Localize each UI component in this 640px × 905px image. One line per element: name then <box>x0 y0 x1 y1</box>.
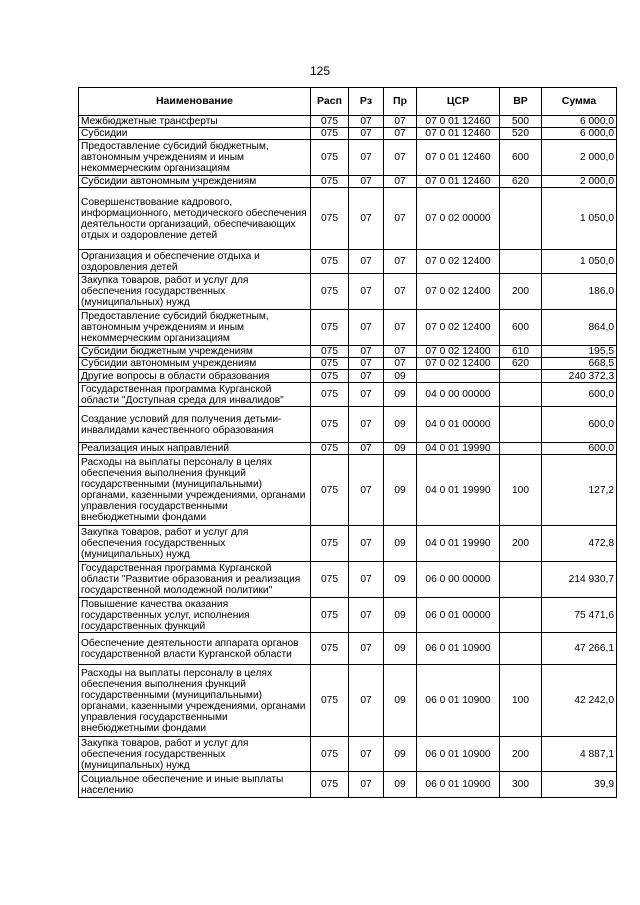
cell-rasp: 075 <box>311 274 349 310</box>
cell-name: Государственная программа Курганской области "Развитие образования и реализация государственной молодежной политики" <box>79 562 311 598</box>
cell-vr: 100 <box>500 665 542 737</box>
cell-csr: 06 0 01 00000 <box>417 598 500 633</box>
cell-csr: 07 0 01 12460 <box>417 128 500 140</box>
cell-rasp: 075 <box>311 128 349 140</box>
cell-name: Предоставление субсидий бюджетным, автономным учреждениям и иным некоммерческим организациям <box>79 310 311 346</box>
cell-pr: 09 <box>384 407 417 443</box>
cell-vr <box>500 443 542 455</box>
cell-rz: 07 <box>349 188 384 250</box>
cell-rasp: 075 <box>311 140 349 176</box>
cell-vr <box>500 562 542 598</box>
cell-rz: 07 <box>349 274 384 310</box>
cell-name: Создание условий для получения детьми-инвалидами качественного образования <box>79 407 311 443</box>
cell-rasp: 075 <box>311 772 349 798</box>
cell-sum: 6 000,0 <box>542 116 617 128</box>
cell-rasp: 075 <box>311 598 349 633</box>
cell-name: Закупка товаров, работ и услуг для обеспечения государственных (муниципальных) нужд <box>79 274 311 310</box>
cell-rz: 07 <box>349 358 384 370</box>
cell-name: Межбюджетные трансферты <box>79 116 311 128</box>
cell-name: Предоставление субсидий бюджетным, автономным учреждениям и иным некоммерческим организациям <box>79 140 311 176</box>
table-row <box>79 188 617 250</box>
cell-name: Закупка товаров, работ и услуг для обеспечения государственных (муниципальных) нужд <box>79 526 311 562</box>
cell-rasp: 075 <box>311 443 349 455</box>
table-row <box>79 176 617 188</box>
cell-sum: 4 887,1 <box>542 737 617 772</box>
cell-rasp: 075 <box>311 358 349 370</box>
cell-name: Расходы на выплаты персоналу в целях обеспечения выполнения функций государственными (муниципальными) органами, казенными учреждениями, органами управления государственными внебюджетными фондами <box>79 665 311 737</box>
cell-rz: 07 <box>349 665 384 737</box>
cell-csr: 07 0 02 12400 <box>417 358 500 370</box>
cell-csr: 04 0 01 19990 <box>417 455 500 526</box>
table-row <box>79 737 617 772</box>
table-header-row <box>79 88 617 116</box>
cell-csr: 04 0 01 00000 <box>417 407 500 443</box>
table-row <box>79 407 617 443</box>
cell-pr: 09 <box>384 443 417 455</box>
cell-pr: 07 <box>384 188 417 250</box>
table-row <box>79 598 617 633</box>
cell-name: Расходы на выплаты персоналу в целях обеспечения выполнения функций государственными (муниципальными) органами, казенными учреждениями, органами управления государственными внебюджетными фондами <box>79 455 311 526</box>
cell-pr: 09 <box>384 665 417 737</box>
cell-rz: 07 <box>349 407 384 443</box>
cell-pr: 09 <box>384 383 417 407</box>
cell-sum: 186,0 <box>542 274 617 310</box>
cell-name: Обеспечение деятельности аппарата органов государственной власти Курганской области <box>79 633 311 665</box>
cell-vr: 620 <box>500 176 542 188</box>
table-row <box>79 310 617 346</box>
cell-sum: 600,0 <box>542 407 617 443</box>
cell-sum: 2 000,0 <box>542 140 617 176</box>
cell-rz: 07 <box>349 633 384 665</box>
cell-rasp: 075 <box>311 633 349 665</box>
cell-csr: 06 0 01 10900 <box>417 633 500 665</box>
cell-sum: 240 372,3 <box>542 370 617 383</box>
cell-sum: 214 930,7 <box>542 562 617 598</box>
cell-vr: 600 <box>500 140 542 176</box>
cell-pr: 07 <box>384 116 417 128</box>
table-row <box>79 250 617 274</box>
cell-vr: 620 <box>500 358 542 370</box>
table-row <box>79 116 617 128</box>
cell-sum: 864,0 <box>542 310 617 346</box>
cell-csr: 06 0 01 10900 <box>417 665 500 737</box>
cell-csr: 07 0 02 00000 <box>417 188 500 250</box>
cell-sum: 472,8 <box>542 526 617 562</box>
cell-sum: 47 266,1 <box>542 633 617 665</box>
cell-csr: 07 0 01 12460 <box>417 176 500 188</box>
cell-name: Совершенствование кадрового, информационного, методического обеспечения деятельности организаций, обеспечивающих отдых и оздоровление детей <box>79 188 311 250</box>
cell-name: Субсидии <box>79 128 311 140</box>
cell-vr <box>500 250 542 274</box>
cell-name: Субсидии автономным учреждениям <box>79 358 311 370</box>
cell-vr <box>500 633 542 665</box>
cell-pr: 09 <box>384 737 417 772</box>
cell-rasp: 075 <box>311 665 349 737</box>
cell-rasp: 075 <box>311 737 349 772</box>
cell-pr: 09 <box>384 526 417 562</box>
cell-pr: 09 <box>384 598 417 633</box>
cell-vr: 100 <box>500 455 542 526</box>
cell-name: Субсидии бюджетным учреждениям <box>79 346 311 358</box>
cell-vr <box>500 407 542 443</box>
cell-rz: 07 <box>349 370 384 383</box>
cell-rz: 07 <box>349 772 384 798</box>
header-vr: ВР <box>500 88 542 116</box>
cell-pr: 07 <box>384 250 417 274</box>
cell-vr: 500 <box>500 116 542 128</box>
cell-vr <box>500 370 542 383</box>
table-row <box>79 665 617 737</box>
cell-name: Государственная программа Курганской области "Доступная среда для инвалидов" <box>79 383 311 407</box>
cell-csr: 04 0 00 00000 <box>417 383 500 407</box>
table-row <box>79 274 617 310</box>
cell-sum: 39,9 <box>542 772 617 798</box>
cell-rasp: 075 <box>311 116 349 128</box>
header-pr: Пр <box>384 88 417 116</box>
cell-csr: 06 0 01 10900 <box>417 772 500 798</box>
cell-csr: 07 0 02 12400 <box>417 310 500 346</box>
cell-sum: 668,5 <box>542 358 617 370</box>
header-name: Наименование <box>79 88 311 116</box>
cell-name: Закупка товаров, работ и услуг для обеспечения государственных (муниципальных) нужд <box>79 737 311 772</box>
header-rasp: Расп <box>311 88 349 116</box>
cell-rz: 07 <box>349 128 384 140</box>
cell-sum: 1 050,0 <box>542 188 617 250</box>
budget-table <box>78 87 617 798</box>
table-body <box>79 116 617 798</box>
cell-vr <box>500 383 542 407</box>
cell-rasp: 075 <box>311 526 349 562</box>
cell-rz: 07 <box>349 176 384 188</box>
cell-pr: 07 <box>384 310 417 346</box>
cell-sum: 600,0 <box>542 443 617 455</box>
table-row <box>79 455 617 526</box>
table-row <box>79 358 617 370</box>
cell-pr: 07 <box>384 128 417 140</box>
cell-pr: 07 <box>384 358 417 370</box>
cell-rz: 07 <box>349 455 384 526</box>
cell-vr: 300 <box>500 772 542 798</box>
table-row <box>79 383 617 407</box>
cell-rasp: 075 <box>311 455 349 526</box>
cell-csr: 07 0 01 12460 <box>417 140 500 176</box>
cell-rz: 07 <box>349 443 384 455</box>
table-row <box>79 140 617 176</box>
cell-csr: 04 0 01 19990 <box>417 443 500 455</box>
cell-rz: 07 <box>349 737 384 772</box>
cell-csr: 07 0 02 12400 <box>417 274 500 310</box>
cell-pr: 09 <box>384 772 417 798</box>
table-row <box>79 633 617 665</box>
cell-rasp: 075 <box>311 562 349 598</box>
page-number: 125 <box>309 64 331 78</box>
cell-csr: 04 0 01 19990 <box>417 526 500 562</box>
cell-rz: 07 <box>349 310 384 346</box>
cell-rasp: 075 <box>311 188 349 250</box>
cell-sum: 75 471,6 <box>542 598 617 633</box>
table-row <box>79 526 617 562</box>
cell-vr: 200 <box>500 274 542 310</box>
cell-pr: 07 <box>384 176 417 188</box>
cell-rz: 07 <box>349 562 384 598</box>
cell-rasp: 075 <box>311 250 349 274</box>
cell-name: Повышение качества оказания государственных услуг, исполнения государственных функций <box>79 598 311 633</box>
cell-name: Субсидии автономным учреждениям <box>79 176 311 188</box>
cell-vr: 520 <box>500 128 542 140</box>
cell-sum: 600,0 <box>542 383 617 407</box>
cell-pr: 07 <box>384 140 417 176</box>
cell-vr: 610 <box>500 346 542 358</box>
cell-name: Социальное обеспечение и иные выплаты населению <box>79 772 311 798</box>
table-row <box>79 346 617 358</box>
cell-vr <box>500 598 542 633</box>
cell-vr <box>500 188 542 250</box>
table-row <box>79 128 617 140</box>
cell-sum: 127,2 <box>542 455 617 526</box>
cell-csr: 07 0 02 12400 <box>417 250 500 274</box>
cell-rz: 07 <box>349 250 384 274</box>
header-csr: ЦСР <box>417 88 500 116</box>
cell-name: Другие вопросы в области образования <box>79 370 311 383</box>
cell-csr: 06 0 01 10900 <box>417 737 500 772</box>
cell-csr <box>417 370 500 383</box>
cell-vr: 200 <box>500 737 542 772</box>
cell-sum: 2 000,0 <box>542 176 617 188</box>
cell-pr: 09 <box>384 370 417 383</box>
header-rz: Рз <box>349 88 384 116</box>
cell-rz: 07 <box>349 346 384 358</box>
cell-rz: 07 <box>349 526 384 562</box>
cell-rasp: 075 <box>311 346 349 358</box>
cell-pr: 09 <box>384 633 417 665</box>
cell-name: Организация и обеспечение отдыха и оздоровления детей <box>79 250 311 274</box>
cell-name: Реализация иных направлений <box>79 443 311 455</box>
cell-pr: 07 <box>384 346 417 358</box>
cell-rz: 07 <box>349 383 384 407</box>
cell-vr: 200 <box>500 526 542 562</box>
cell-rasp: 075 <box>311 310 349 346</box>
cell-csr: 07 0 02 12400 <box>417 346 500 358</box>
cell-rz: 07 <box>349 140 384 176</box>
cell-sum: 6 000,0 <box>542 128 617 140</box>
table-row <box>79 443 617 455</box>
table-row <box>79 562 617 598</box>
cell-pr: 07 <box>384 274 417 310</box>
cell-rasp: 075 <box>311 383 349 407</box>
cell-sum: 195,5 <box>542 346 617 358</box>
cell-rasp: 075 <box>311 407 349 443</box>
header-sum: Сумма <box>542 88 617 116</box>
cell-sum: 1 050,0 <box>542 250 617 274</box>
cell-sum: 42 242,0 <box>542 665 617 737</box>
table-row <box>79 370 617 383</box>
cell-pr: 09 <box>384 562 417 598</box>
cell-rasp: 075 <box>311 370 349 383</box>
cell-csr: 06 0 00 00000 <box>417 562 500 598</box>
cell-rasp: 075 <box>311 176 349 188</box>
cell-pr: 09 <box>384 455 417 526</box>
cell-csr: 07 0 01 12460 <box>417 116 500 128</box>
cell-rz: 07 <box>349 598 384 633</box>
cell-rz: 07 <box>349 116 384 128</box>
cell-vr: 600 <box>500 310 542 346</box>
table-row <box>79 772 617 798</box>
